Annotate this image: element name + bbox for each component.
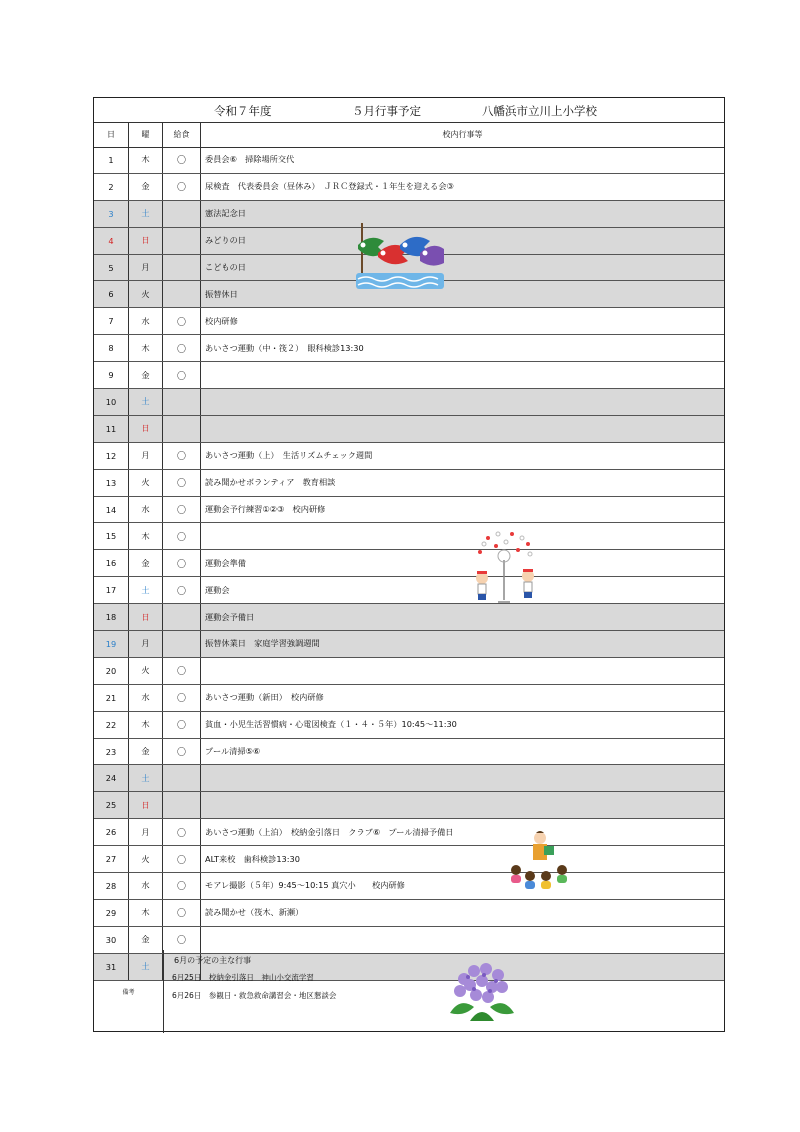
lunch-cell [163, 792, 201, 818]
lunch-cell [163, 281, 201, 307]
event-cell: 運動会予備日 [205, 611, 255, 622]
schedule-row [94, 416, 724, 443]
weekday-cell: 木 [129, 523, 163, 549]
lunch-cell [163, 631, 201, 657]
lunch-cell [163, 389, 201, 415]
weekday-cell: 火 [129, 658, 163, 684]
day-cell: 23 [94, 739, 129, 765]
sports-day-illustration [468, 530, 544, 606]
weekday-column-header: 曜 [129, 122, 163, 147]
lunch-cell: 〇 [163, 927, 201, 953]
weekday-cell: 土 [129, 577, 163, 603]
lunch-cell: 〇 [163, 174, 201, 200]
event-cell [201, 523, 724, 549]
schedule-row [94, 497, 724, 524]
weekday-cell: 土 [129, 201, 163, 227]
day-cell: 14 [94, 497, 129, 523]
schedule-row [94, 739, 724, 766]
day-cell: 1 [94, 147, 129, 173]
schedule-row [94, 362, 724, 389]
weekday-cell: 月 [129, 819, 163, 845]
weekday-cell: 金 [129, 927, 163, 953]
event-cell: 運動会準備 [205, 557, 246, 568]
weekday-cell: 月 [129, 443, 163, 469]
event-cell [201, 927, 724, 953]
schedule-row [94, 147, 724, 174]
weekday-cell: 金 [129, 362, 163, 388]
schedule-row [94, 900, 724, 927]
schedule-row [94, 792, 724, 819]
day-cell: 17 [94, 577, 129, 603]
lunch-cell: 〇 [163, 846, 201, 872]
lunch-cell: 〇 [163, 497, 201, 523]
event-cell [201, 658, 724, 684]
carp-streamer-illustration [354, 215, 446, 291]
day-cell: 28 [94, 873, 129, 899]
event-cell: みどりの日 [205, 235, 246, 246]
lunch-cell: 〇 [163, 550, 201, 576]
lunch-cell: 〇 [163, 685, 201, 711]
day-cell: 16 [94, 550, 129, 576]
schedule-row [94, 765, 724, 792]
lunch-cell: 〇 [163, 900, 201, 926]
lunch-cell: 〇 [163, 335, 201, 361]
schedule-row [94, 174, 724, 201]
event-cell [201, 416, 724, 442]
schedule-row [94, 389, 724, 416]
schedule-row [94, 819, 724, 846]
event-cell [201, 765, 724, 791]
event-cell: 運動会予行練習①②③ 校内研修 [205, 504, 326, 515]
schedule-row [94, 550, 724, 577]
remarks-line: 6月26日 参観日・救急救命講習会・地区懇談会 [172, 991, 337, 1000]
schedule-row [94, 577, 724, 604]
remarks-label: 備考 [94, 950, 164, 1033]
day-cell: 20 [94, 658, 129, 684]
weekday-cell: 土 [129, 765, 163, 791]
event-cell: ALT来校 歯科検診13:30 [205, 853, 300, 864]
event-cell [201, 389, 724, 415]
day-cell: 29 [94, 900, 129, 926]
day-cell: 6 [94, 281, 129, 307]
reading-storytime-illustration [506, 830, 574, 892]
weekday-cell: 木 [129, 147, 163, 173]
weekday-cell: 木 [129, 335, 163, 361]
day-cell: 11 [94, 416, 129, 442]
day-cell: 12 [94, 443, 129, 469]
day-cell: 13 [94, 470, 129, 496]
remarks-section [94, 950, 724, 1033]
event-cell: 校内研修 [205, 315, 238, 326]
schedule-row [94, 631, 724, 658]
lunch-cell: 〇 [163, 658, 201, 684]
events-column-header: 校内行事等 [442, 130, 483, 139]
era-year: 令和７年度 [214, 104, 272, 118]
lunch-cell: 〇 [163, 362, 201, 388]
lunch-cell [163, 416, 201, 442]
event-cell: 振替休日 [205, 288, 238, 299]
weekday-cell: 水 [129, 873, 163, 899]
schedule-row [94, 443, 724, 470]
event-cell: あいさつ運動（新田） 校内研修 [205, 692, 324, 703]
day-cell: 5 [94, 255, 129, 281]
weekday-cell: 日 [129, 228, 163, 254]
weekday-cell: 火 [129, 281, 163, 307]
day-cell: 19 [94, 631, 129, 657]
lunch-cell: 〇 [163, 470, 201, 496]
schedule-row [94, 658, 724, 685]
schedule-row [94, 712, 724, 739]
remarks-heading: 6月の予定の主な行事 [174, 956, 252, 965]
day-cell: 31 [94, 954, 129, 980]
lunch-cell: 〇 [163, 147, 201, 173]
weekday-cell: 日 [129, 604, 163, 630]
day-cell: 24 [94, 765, 129, 791]
lunch-cell: 〇 [163, 873, 201, 899]
event-cell: こどもの日 [205, 262, 246, 272]
weekday-cell: 金 [129, 739, 163, 765]
lunch-cell: 〇 [163, 739, 201, 765]
event-cell: 委員会⑥ 掃除場所交代 [205, 154, 295, 165]
schedule-row [94, 335, 724, 362]
weekday-cell: 月 [129, 255, 163, 281]
lunch-cell [163, 604, 201, 630]
schedule-row [94, 470, 724, 497]
event-cell: あいさつ運動（上泊） 校納金引落日 クラブ⑥ プール清掃予備日 [205, 826, 454, 837]
day-cell: 3 [94, 201, 129, 227]
title-row [94, 98, 724, 123]
day-cell: 15 [94, 523, 129, 549]
lunch-cell: 〇 [163, 308, 201, 334]
day-column-header: 日 [94, 122, 129, 147]
weekday-cell: 木 [129, 712, 163, 738]
event-cell: 憲法記念日 [205, 208, 246, 219]
event-cell: 尿検査 代表委員会（昼休み） ＪＲＣ登録式・１年生を迎える会③ [205, 181, 454, 192]
weekday-cell: 日 [129, 416, 163, 442]
lunch-cell: 〇 [163, 819, 201, 845]
event-cell: 運動会 [205, 584, 230, 595]
schedule-title: ５月行事予定 [352, 104, 421, 118]
event-cell: 振替休業日 家庭学習強調週間 [205, 638, 320, 649]
lunch-cell: 〇 [163, 443, 201, 469]
weekday-cell: 金 [129, 550, 163, 576]
lunch-cell [163, 255, 201, 281]
day-cell: 21 [94, 685, 129, 711]
hydrangea-illustration [440, 957, 524, 1025]
day-cell: 27 [94, 846, 129, 872]
weekday-cell: 土 [129, 954, 163, 980]
day-cell: 22 [94, 712, 129, 738]
weekday-cell: 金 [129, 174, 163, 200]
lunch-cell [163, 201, 201, 227]
day-cell: 7 [94, 308, 129, 334]
lunch-cell: 〇 [163, 577, 201, 603]
lunch-cell: 〇 [163, 523, 201, 549]
weekday-cell: 土 [129, 389, 163, 415]
schedule-row [94, 308, 724, 335]
weekday-cell: 水 [129, 685, 163, 711]
schedule-row [94, 523, 724, 550]
day-cell: 8 [94, 335, 129, 361]
day-cell: 9 [94, 362, 129, 388]
weekday-cell: 木 [129, 900, 163, 926]
lunch-cell [163, 765, 201, 791]
schedule-row [94, 846, 724, 873]
event-cell: あいさつ運動（中・筏２） 眼科検診13:30 [205, 342, 364, 353]
day-cell: 26 [94, 819, 129, 845]
event-cell: プール清掃⑤⑥ [205, 746, 261, 757]
day-cell: 25 [94, 792, 129, 818]
event-cell: 貧血・小児生活習慣病・心電図検査（１・４・５年）10:45〜11:30 [205, 719, 457, 730]
event-cell [201, 362, 724, 388]
lunch-cell: 〇 [163, 712, 201, 738]
weekday-cell: 火 [129, 846, 163, 872]
lunch-cell [163, 228, 201, 254]
weekday-cell: 水 [129, 497, 163, 523]
event-cell [201, 792, 724, 818]
weekday-cell: 日 [129, 792, 163, 818]
remarks-line: 6月25日 校納金引落日 神山小交流学習 [172, 973, 314, 982]
event-cell: あいさつ運動（上） 生活リズムチェック週間 [205, 450, 373, 461]
day-cell: 18 [94, 604, 129, 630]
event-cell: 読み聞かせボランティア 教育相談 [205, 477, 336, 488]
day-cell: 4 [94, 228, 129, 254]
weekday-cell: 水 [129, 308, 163, 334]
school-name: 八幡浜市立川上小学校 [482, 104, 597, 118]
schedule-row [94, 873, 724, 900]
schedule-row [94, 604, 724, 631]
weekday-cell: 火 [129, 470, 163, 496]
day-cell: 2 [94, 174, 129, 200]
day-cell: 10 [94, 389, 129, 415]
lunch-column-header: 給食 [163, 122, 201, 147]
column-header-row [94, 122, 724, 148]
event-cell: 読み聞かせ（筏木、新瀬） [205, 907, 304, 918]
schedule-row [94, 685, 724, 712]
weekday-cell: 月 [129, 631, 163, 657]
event-cell: モアレ撮影（５年）9:45〜10:15 真穴小 校内研修 [205, 880, 405, 891]
day-cell: 30 [94, 927, 129, 953]
